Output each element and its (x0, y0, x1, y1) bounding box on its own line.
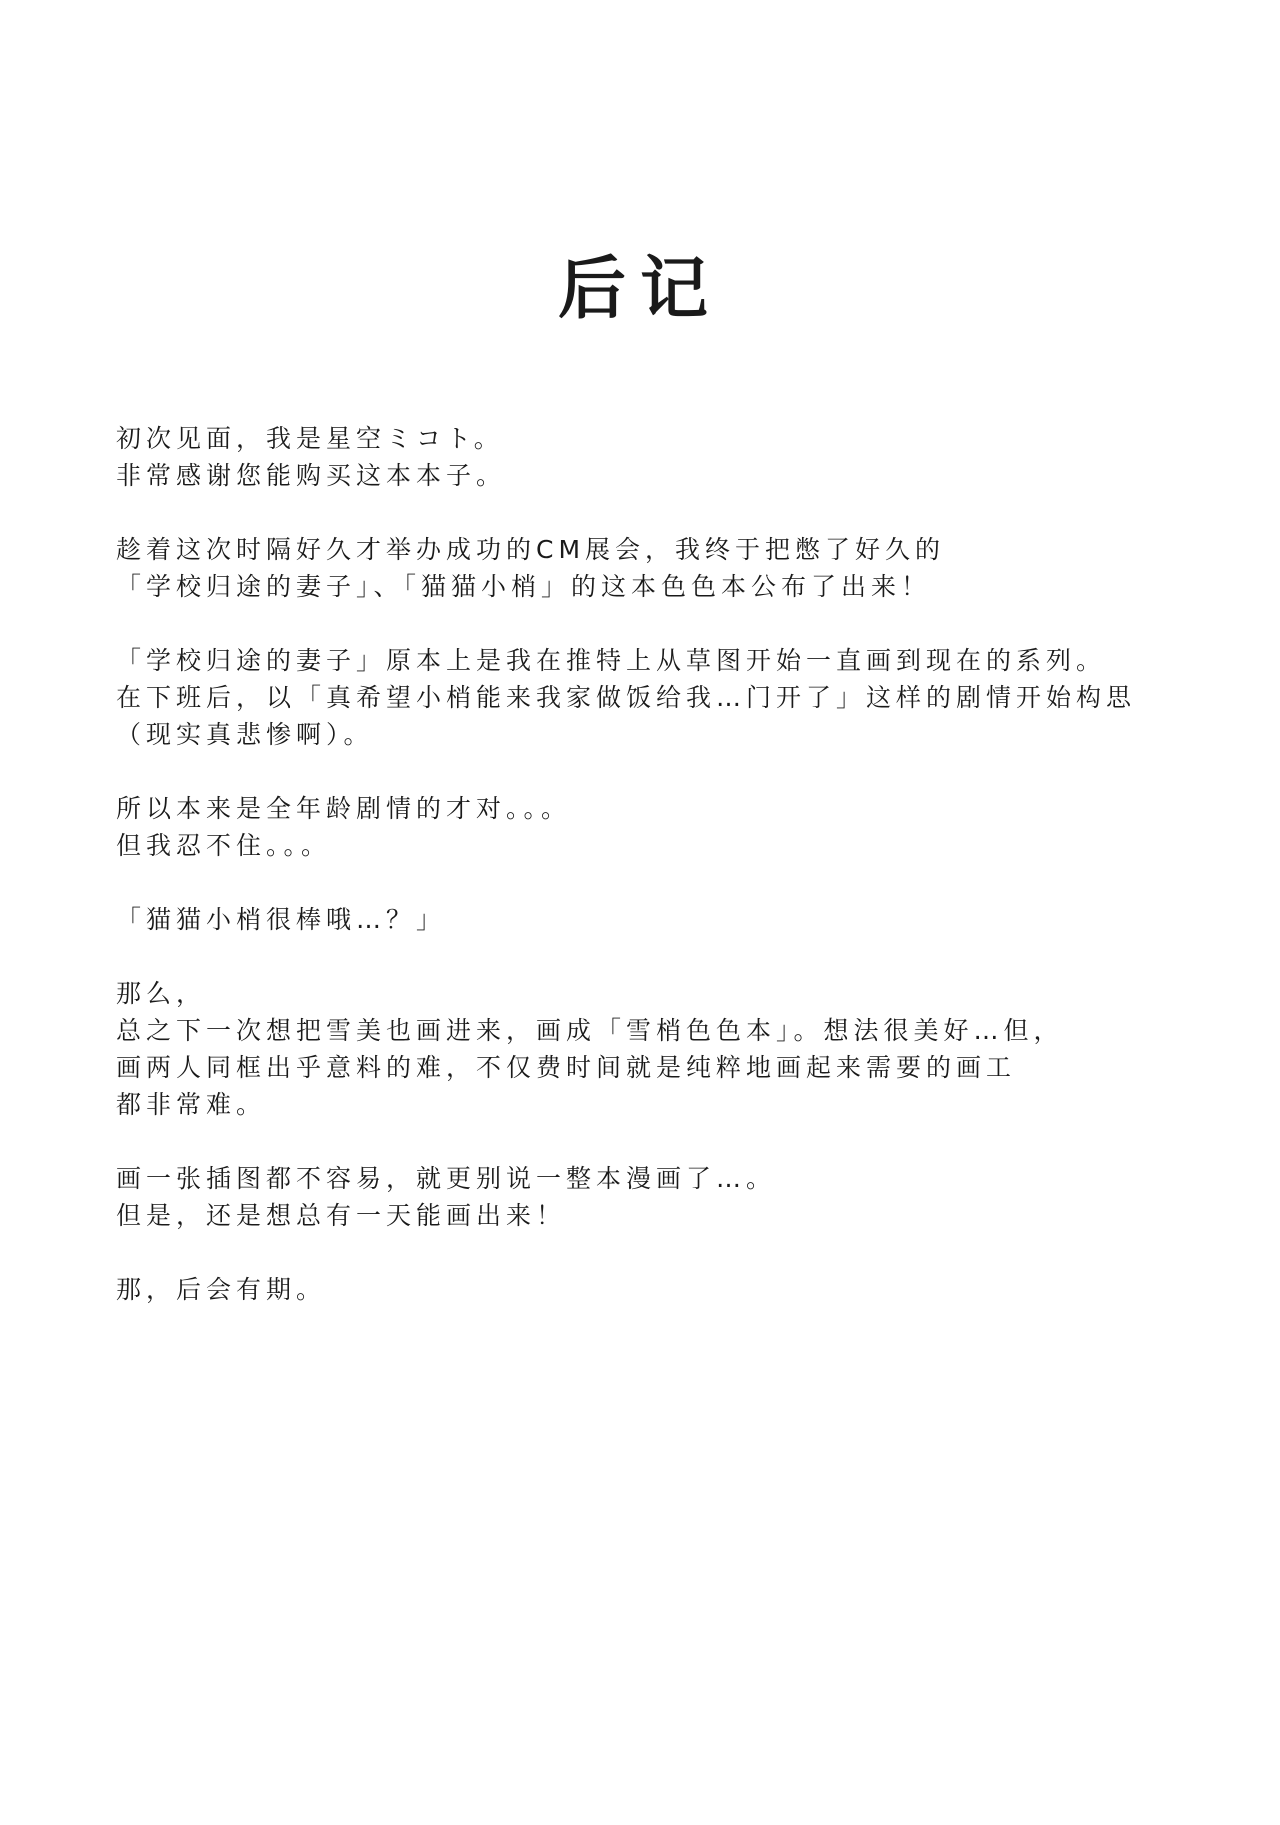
text-line: 画一张插图都不容易，就更别说一整本漫画了…。 (116, 1164, 777, 1193)
text-line: （现实真悲惨啊）。 (116, 720, 374, 749)
text-line: 但我忍不住。。。 (116, 831, 332, 860)
afterword-body (116, 420, 1196, 1345)
text-line: 画两人同框出乎意料的难，不仅费时间就是纯粹地画起来需要的画工 (116, 1053, 1017, 1082)
paragraph (116, 1271, 1196, 1308)
text-line: 「学校归途的妻子」原本上是我在推特上从草图开始一直画到现在的系列。 (116, 646, 1107, 675)
paragraph (116, 1160, 1196, 1234)
text-line: 总之下一次想把雪美也画进来，画成「雪梢色色本」。想法很美好…但， (116, 1016, 1064, 1045)
text-line: 那，后会有期。 (116, 1275, 327, 1304)
text-line: 非常感谢您能购买这本本子。 (116, 461, 507, 490)
page-title: 后记 (557, 250, 722, 329)
text-line: 初次见面，我是星空ミコト。 (116, 424, 504, 453)
text-line: 「学校归途的妻子」、「猫猫小梢」的这本色色本公布了出来！ (116, 572, 932, 601)
text-line: 在下班后，以「真希望小梢能来我家做饭给我…门开了」这样的剧情开始构思 (116, 683, 1137, 712)
paragraph (116, 420, 1196, 494)
text-line: 但是，还是想总有一天能画出来！ (116, 1201, 567, 1230)
paragraph (116, 901, 1196, 938)
paragraph (116, 531, 1196, 605)
text-line: 趁着这次时隔好久才举办成功的CM展会，我终于把憋了好久的 (116, 535, 946, 564)
paragraph (116, 642, 1196, 753)
text-line: 所以本来是全年龄剧情的才对。。。 (116, 794, 572, 823)
paragraph (116, 975, 1196, 1123)
paragraph (116, 790, 1196, 864)
text-line: 都非常难。 (116, 1090, 267, 1119)
text-line: 「猫猫小梢很棒哦…？」 (116, 905, 447, 934)
text-line: 那么， (116, 979, 207, 1008)
